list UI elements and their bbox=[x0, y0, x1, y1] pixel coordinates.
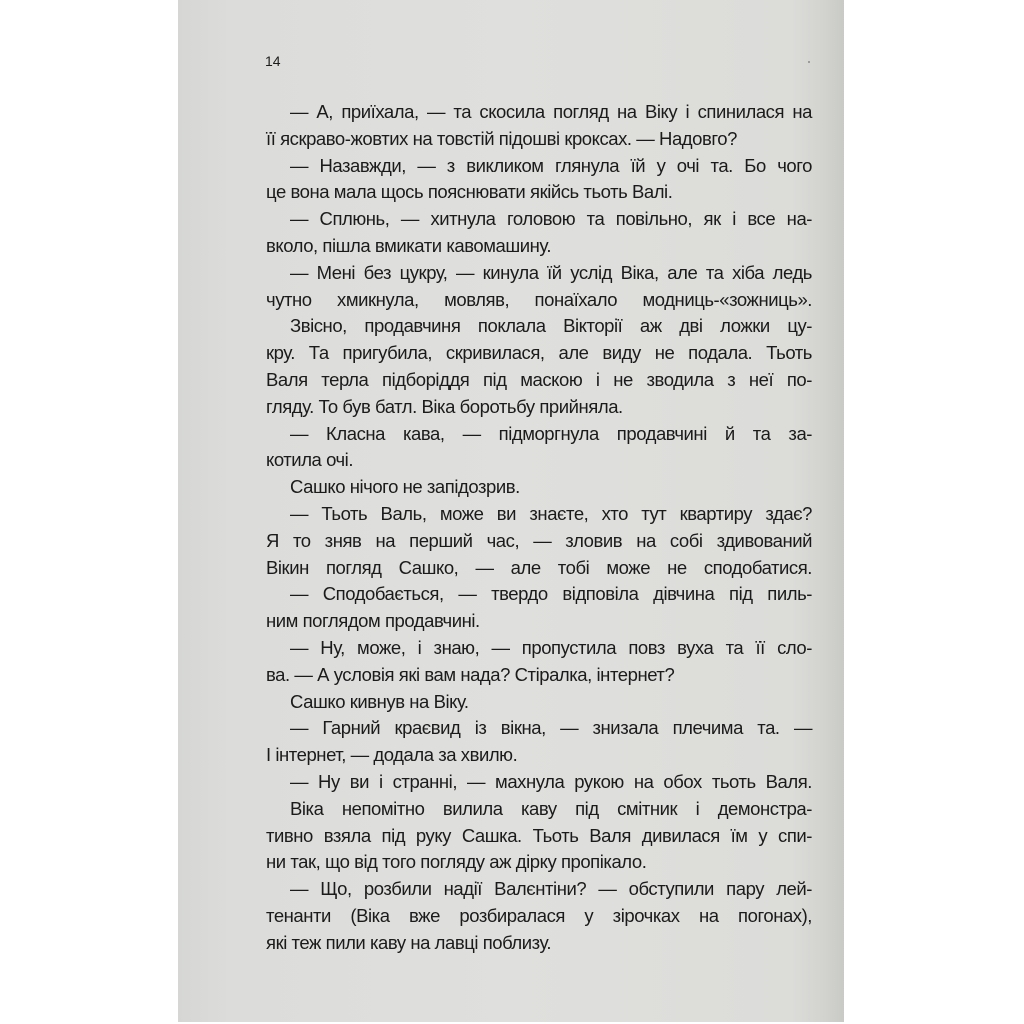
text-line: які теж пили каву на лавці поблизу. bbox=[266, 931, 552, 953]
text-line: І інтернет, — додала за хвилю. bbox=[266, 744, 518, 766]
text-line: Вікин погляд Сашко, — але тобі може не сподобатися. bbox=[266, 556, 812, 578]
text-line: ни так, що від того погляду аж дірку пропікало. bbox=[266, 851, 647, 873]
text-line: — Ну ви і странні, — махнула рукою на обох тьоть Валя. bbox=[290, 770, 812, 792]
text-line: Віка непомітно вилила каву під смітник і демонстра- bbox=[290, 797, 812, 819]
text-line: — Тьоть Валь, може ви знаєте, хто тут квартиру здає? bbox=[290, 502, 812, 524]
text-line: Звісно, продавчиня поклала Вікторії аж дві ложки цу- bbox=[290, 315, 812, 337]
text-line: котила очі. bbox=[266, 449, 354, 471]
text-line: це вона мала щось пояснювати якійсь тьоть Валі. bbox=[266, 181, 673, 203]
text-line: ва. — А условія які вам нада? Стіралка, інтернет? bbox=[266, 663, 675, 685]
text-line: — Сплюнь, — хитнула головою та повільно, як і все на- bbox=[290, 208, 812, 230]
text-line: Сашко кивнув на Віку. bbox=[290, 690, 469, 712]
body-text bbox=[266, 99, 812, 957]
text-line: — А, приїхала, — та скосила погляд на Віку і спинилася на bbox=[290, 101, 812, 122]
text-line: кру. Та пригубила, скривилася, але виду не подала. Тьоть bbox=[266, 342, 812, 364]
text-line: — Мені без цукру, — кинула їй услід Віка, але та хіба ледь bbox=[290, 261, 812, 283]
text-line: чутно хмикнула, мовляв, понаїхало модниць-«зожниць». bbox=[266, 288, 812, 310]
text-line: — Гарний краєвид із вікна, — знизала плечима та. — bbox=[290, 717, 812, 739]
text-line: — Сподобається, — твердо відповіла дівчина під пиль- bbox=[290, 583, 812, 605]
text-line: тенанти (Віка вже розбиралася у зірочках на погонах), bbox=[266, 904, 812, 926]
page-number: 14 bbox=[265, 53, 281, 69]
text-line: гляду. То був батл. Віка боротьбу прийняла. bbox=[266, 395, 623, 417]
text-line: Сашко нічого не запідозрив. bbox=[290, 476, 520, 498]
text-line: — Назавжди, — з викликом глянула їй у очі та. Бо чого bbox=[290, 154, 812, 176]
text-line: ним поглядом продавчині. bbox=[266, 610, 480, 632]
text-line: Я то зняв на перший час, — зловив на собі здивований bbox=[266, 529, 812, 551]
text-line: — Що, розбили надії Валєнтіни? — обступили пару лей- bbox=[290, 878, 812, 900]
text-line: Валя терла підборіддя під маскою і не зводила з неї по- bbox=[266, 368, 812, 390]
text-line: її яскраво-жовтих на товстій підошві кроксах. — Надовго? bbox=[266, 127, 737, 149]
text-line: — Ну, може, і знаю, — пропустила повз вуха та її сло- bbox=[290, 636, 812, 658]
text-line: — Класна кава, — підморгнула продавчині й та за- bbox=[290, 422, 812, 444]
text-line: вколо, пішла вмикати кавомашину. bbox=[266, 234, 552, 256]
speck-mark bbox=[808, 61, 810, 63]
book-page bbox=[178, 0, 844, 1022]
text-line: тивно взяла під руку Сашка. Тьоть Валя дивилася їм у спи- bbox=[266, 824, 812, 846]
